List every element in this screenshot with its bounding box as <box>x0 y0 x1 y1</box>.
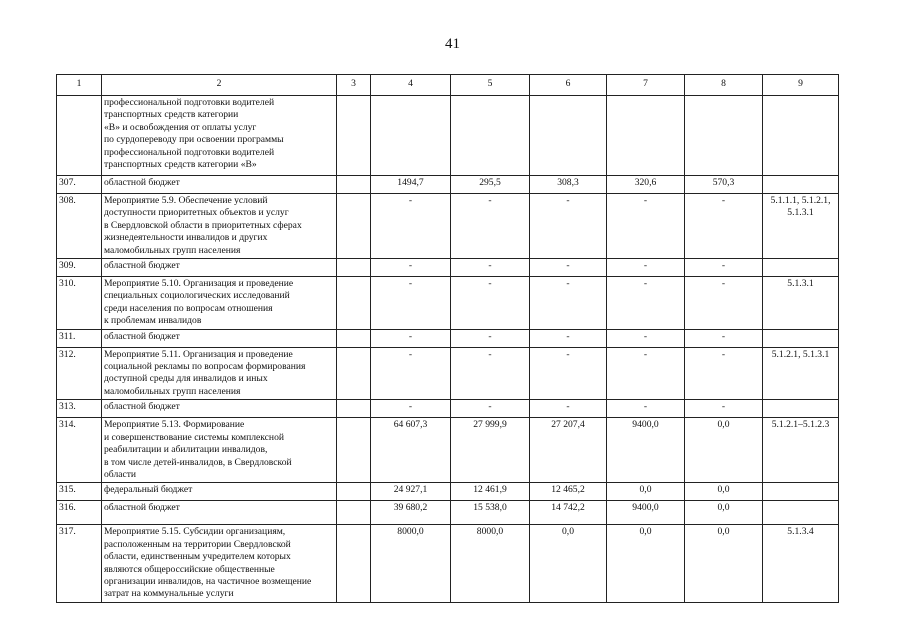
cell-col4: - <box>371 347 451 400</box>
description-line: по сурдопереводу при освоении программы <box>104 134 284 146</box>
column-header: 5 <box>451 75 530 96</box>
table-row <box>57 400 839 418</box>
description-line: доступной среды для инвалидов и иных <box>104 373 268 385</box>
description-line: реабилитации и абилитации инвалидов, <box>104 444 268 456</box>
cell-col5: - <box>451 194 530 259</box>
cell-col3 <box>337 277 371 330</box>
cell-col7: - <box>607 400 685 418</box>
cell-col3 <box>337 194 371 259</box>
cell-col6: 0,0 <box>530 525 607 602</box>
cell-col7: 320,6 <box>607 176 685 194</box>
row-description <box>102 525 337 602</box>
description-line: доступности приоритетных объектов и услуг <box>104 207 289 219</box>
row-description <box>102 259 337 277</box>
cell-col3 <box>337 501 371 525</box>
description-line: организации инвалидов, на частичное возмещение <box>104 575 312 587</box>
description-line: областной бюджет <box>104 177 180 188</box>
cell-col7: - <box>607 259 685 277</box>
cell-col8: 0,0 <box>685 501 763 525</box>
cell-col6: - <box>530 400 607 418</box>
row-description <box>102 400 337 418</box>
cell-col5: - <box>451 259 530 277</box>
cell-col7: 9400,0 <box>607 418 685 483</box>
cell-col6 <box>530 96 607 176</box>
description-line: в том числе детей-инвалидов, в Свердловской <box>104 456 292 468</box>
description-line: и совершенствование системы комплексной <box>104 431 284 443</box>
description-line: профессиональной подготовки водителей <box>104 146 275 158</box>
table-row <box>57 176 839 194</box>
page-number: 41 <box>445 36 460 52</box>
description-line: расположенным на территории Свердловской <box>104 538 291 550</box>
row-description <box>102 96 337 176</box>
cell-col7: 0,0 <box>607 525 685 602</box>
description-line: жизнедеятельности инвалидов и других <box>104 232 268 244</box>
cell-col6: - <box>530 259 607 277</box>
cell-col8: - <box>685 329 763 347</box>
cell-col5: 15 538,0 <box>451 501 530 525</box>
row-description <box>102 418 337 483</box>
description-line: к проблемам инвалидов <box>104 315 202 327</box>
cell-col5: - <box>451 400 530 418</box>
cell-col4: 24 927,1 <box>371 483 451 501</box>
cell-col6: - <box>530 329 607 347</box>
cell-col4: 8000,0 <box>371 525 451 602</box>
table-row <box>57 347 839 400</box>
table-row <box>57 329 839 347</box>
cell-col5 <box>451 96 530 176</box>
cell-col4: - <box>371 400 451 418</box>
row-number: 312. <box>57 347 102 400</box>
description-line: в Свердловской области в приоритетных сферах <box>104 219 302 231</box>
cell-col7: - <box>607 329 685 347</box>
cell-col7: - <box>607 194 685 259</box>
description-line: Мероприятие 5.10. Организация и проведение <box>104 278 294 290</box>
row-number: 308. <box>57 194 102 259</box>
row-description <box>102 329 337 347</box>
cell-col6: 308,3 <box>530 176 607 194</box>
cell-col8: - <box>685 347 763 400</box>
row-number: 317. <box>57 525 102 602</box>
cell-col3 <box>337 483 371 501</box>
target-codes: 5.1.2.1–5.1.2.3 <box>763 418 839 483</box>
column-header: 4 <box>371 75 451 96</box>
cell-col6: - <box>530 277 607 330</box>
description-line: «В» и освобождения от оплаты услуг <box>104 121 257 133</box>
description-line: Мероприятие 5.13. Формирование <box>104 419 245 431</box>
cell-col4: - <box>371 329 451 347</box>
column-header: 8 <box>685 75 763 96</box>
header-row <box>57 75 839 96</box>
cell-col7: - <box>607 347 685 400</box>
column-header: 3 <box>337 75 371 96</box>
row-description <box>102 277 337 330</box>
table-row <box>57 418 839 483</box>
description-line: среди населения по вопросам отношения <box>104 302 273 314</box>
table-row <box>57 259 839 277</box>
description-line: федеральный бюджет <box>104 484 193 496</box>
cell-col5: - <box>451 347 530 400</box>
row-description <box>102 483 337 501</box>
cell-col8: - <box>685 400 763 418</box>
row-description <box>102 347 337 400</box>
description-line: социальной рекламы по вопросам формирования <box>104 361 306 373</box>
cell-col8: - <box>685 259 763 277</box>
cell-col4 <box>371 96 451 176</box>
description-line: маломобильных групп населения <box>104 244 241 256</box>
description-line: областной бюджет <box>104 260 180 272</box>
column-header: 1 <box>57 75 102 96</box>
cell-col5: 27 999,9 <box>451 418 530 483</box>
cell-col6: - <box>530 194 607 259</box>
row-description <box>102 501 337 525</box>
cell-col5: 12 461,9 <box>451 483 530 501</box>
description-line: области, единственным учредителем которых <box>104 551 291 563</box>
cell-col3 <box>337 176 371 194</box>
cell-col5: 8000,0 <box>451 525 530 602</box>
target-codes: 5.1.3.1 <box>763 277 839 330</box>
description-line: областной бюджет <box>104 502 180 514</box>
description-line: транспортных средств категории «В» <box>104 159 257 171</box>
row-number: 316. <box>57 501 102 525</box>
description-line: затрат на коммунальные услуги <box>104 588 234 600</box>
target-codes: 5.1.1.1, 5.1.2.1, 5.1.3.1 <box>763 194 839 259</box>
description-line: Мероприятие 5.9. Обеспечение условий <box>104 195 268 206</box>
row-number <box>57 96 102 176</box>
cell-col3 <box>337 347 371 400</box>
cell-col3 <box>337 418 371 483</box>
description-line: Мероприятие 5.11. Организация и проведение <box>104 348 293 360</box>
cell-col3 <box>337 96 371 176</box>
description-line: областной бюджет <box>104 401 180 413</box>
row-number: 311. <box>57 329 102 347</box>
cell-col8: - <box>685 194 763 259</box>
cell-col4: - <box>371 259 451 277</box>
table-row <box>57 277 839 330</box>
cell-col8: - <box>685 277 763 330</box>
description-line: области <box>104 468 137 480</box>
column-header: 2 <box>102 75 337 96</box>
cell-col8: 0,0 <box>685 483 763 501</box>
table-row <box>57 501 839 525</box>
target-codes <box>763 483 839 501</box>
cell-col5: 295,5 <box>451 176 530 194</box>
row-number: 310. <box>57 277 102 330</box>
column-header: 7 <box>607 75 685 96</box>
table-row <box>57 525 839 602</box>
cell-col3 <box>337 525 371 602</box>
description-line: Мероприятие 5.15. Субсидии организациям, <box>104 526 286 538</box>
cell-col4: - <box>371 277 451 330</box>
description-line: специальных социологических исследований <box>104 290 290 302</box>
cell-col6: - <box>530 347 607 400</box>
cell-col5: - <box>451 329 530 347</box>
cell-col7: 0,0 <box>607 483 685 501</box>
cell-col3 <box>337 259 371 277</box>
description-line: областной бюджет <box>104 330 180 342</box>
row-number: 307. <box>57 176 102 194</box>
row-number: 314. <box>57 418 102 483</box>
cell-col6: 27 207,4 <box>530 418 607 483</box>
column-header: 9 <box>763 75 839 96</box>
description-line: профессиональной подготовки водителей <box>104 97 275 108</box>
target-codes: 5.1.2.1, 5.1.3.1 <box>763 347 839 400</box>
column-header: 6 <box>530 75 607 96</box>
description-line: маломобильных групп населения <box>104 385 241 397</box>
cell-col8: 570,3 <box>685 176 763 194</box>
target-codes <box>763 400 839 418</box>
target-codes <box>763 96 839 176</box>
cell-col6: 12 465,2 <box>530 483 607 501</box>
cell-col3 <box>337 400 371 418</box>
cell-col4: 64 607,3 <box>371 418 451 483</box>
cell-col5: - <box>451 277 530 330</box>
cell-col3 <box>337 329 371 347</box>
table-row <box>57 483 839 501</box>
target-codes <box>763 259 839 277</box>
description-line: транспортных средств категории <box>104 109 239 121</box>
cell-col4: 1494,7 <box>371 176 451 194</box>
cell-col8 <box>685 96 763 176</box>
cell-col4: - <box>371 194 451 259</box>
cell-col8: 0,0 <box>685 418 763 483</box>
budget-table <box>56 74 839 603</box>
cell-col7 <box>607 96 685 176</box>
target-codes <box>763 329 839 347</box>
cell-col7: 9400,0 <box>607 501 685 525</box>
row-description <box>102 194 337 259</box>
table-row <box>57 194 839 259</box>
table-row <box>57 96 839 176</box>
cell-col4: 39 680,2 <box>371 501 451 525</box>
target-codes <box>763 501 839 525</box>
description-line: являются общероссийские общественные <box>104 563 275 575</box>
row-number: 315. <box>57 483 102 501</box>
row-number: 309. <box>57 259 102 277</box>
row-number: 313. <box>57 400 102 418</box>
cell-col7: - <box>607 277 685 330</box>
cell-col8: 0,0 <box>685 525 763 602</box>
cell-col6: 14 742,2 <box>530 501 607 525</box>
target-codes <box>763 176 839 194</box>
target-codes: 5.1.3.4 <box>763 525 839 602</box>
row-description <box>102 176 337 194</box>
